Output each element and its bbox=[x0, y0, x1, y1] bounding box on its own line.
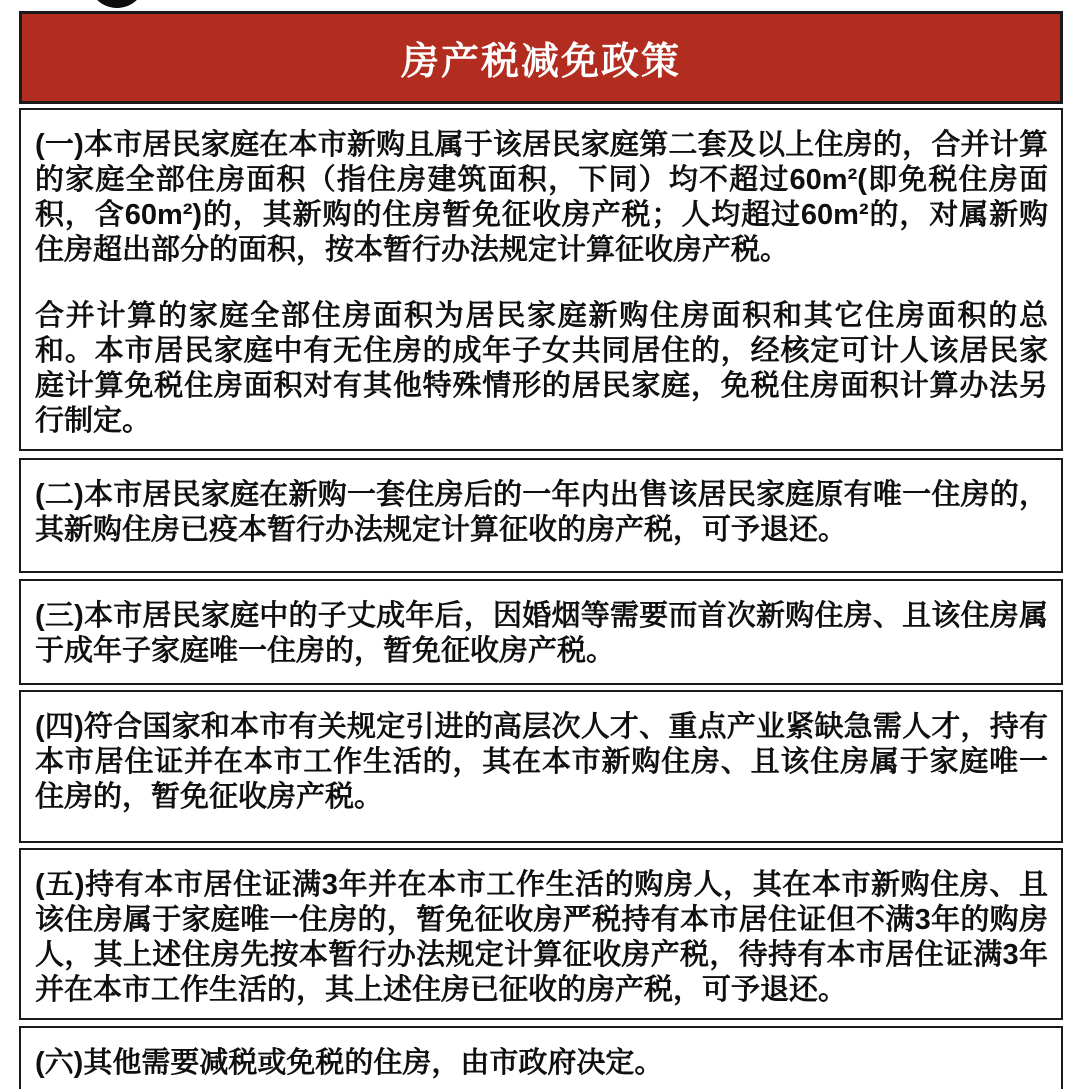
policy-section-3 bbox=[19, 579, 1063, 685]
policy-paragraph-4: (四)符合国家和本市有关规定引进的高层次人才、重点产业紧缺急需人才，持有本市居住证并在本市工作生活的，其在本市新购住房、且该住房属于家庭唯一住房的，暂免征收房产税。 bbox=[35, 711, 1048, 813]
policy-paragraph-1b: 合并计算的家庭全部住房面积为居民家庭新购住房面积和其它住房面积的总和。本市居民家庭中有无住房的成年子女共同居住的，经核定可计人该居民家庭计算免税住房面积对有其他特殊情形的居民家庭，免税住房面积计算办法另行制定。 bbox=[35, 300, 1048, 437]
policy-paragraph-1a: (一)本市居民家庭在本市新购且属于该居民家庭第二套及以上住房的，合并计算的家庭全部住房面积（指住房建筑面积，下同）均不超过60m²(即免税住房面积，含60m²)的，其新购的住房暂免征收房产税；人均超过60m²的，对属新购住房超出部分的面积，按本暂行办法规定计算征收房产税。 bbox=[35, 129, 1048, 266]
policy-section-4 bbox=[19, 690, 1063, 843]
policy-section-1 bbox=[19, 108, 1063, 451]
policy-paragraph-2: (二)本市居民家庭在新购一套住房后的一年内出售该居民家庭原有唯一住房的，其新购住房已疫本暂行办法规定计算征收的房产税，可予退还。 bbox=[35, 479, 1048, 546]
logo-circle-partial bbox=[88, 0, 146, 8]
policy-section-6 bbox=[19, 1026, 1063, 1089]
page-title-bar bbox=[19, 11, 1063, 104]
policy-section-2 bbox=[19, 458, 1063, 573]
policy-paragraph-5: (五)持有本市居住证满3年并在本市工作生活的购房人，其在本市新购住房、且该住房属于家庭唯一住房的，暂免征收房严税持有本市居住证但不满3年的购房人，其上述住房先按本暂行办法规定计算征收房产税，待持有本市居住证满3年并在本市工作生活的，其上述住房已征收的房产税，可予退还。 bbox=[35, 869, 1048, 1006]
policy-content bbox=[19, 11, 1063, 1089]
policy-paragraph-3: (三)本市居民家庭中的子丈成年后，因婚烟等需要而首次新购住房、且该住房属于成年子家庭唯一住房的，暂免征收房产税。 bbox=[35, 600, 1048, 667]
policy-paragraph-6: (六)其他需要减税或免税的住房，由市政府决定。 bbox=[35, 1047, 664, 1079]
policy-section-5 bbox=[19, 848, 1063, 1020]
page-title: 房产税减免政策 bbox=[400, 41, 681, 83]
